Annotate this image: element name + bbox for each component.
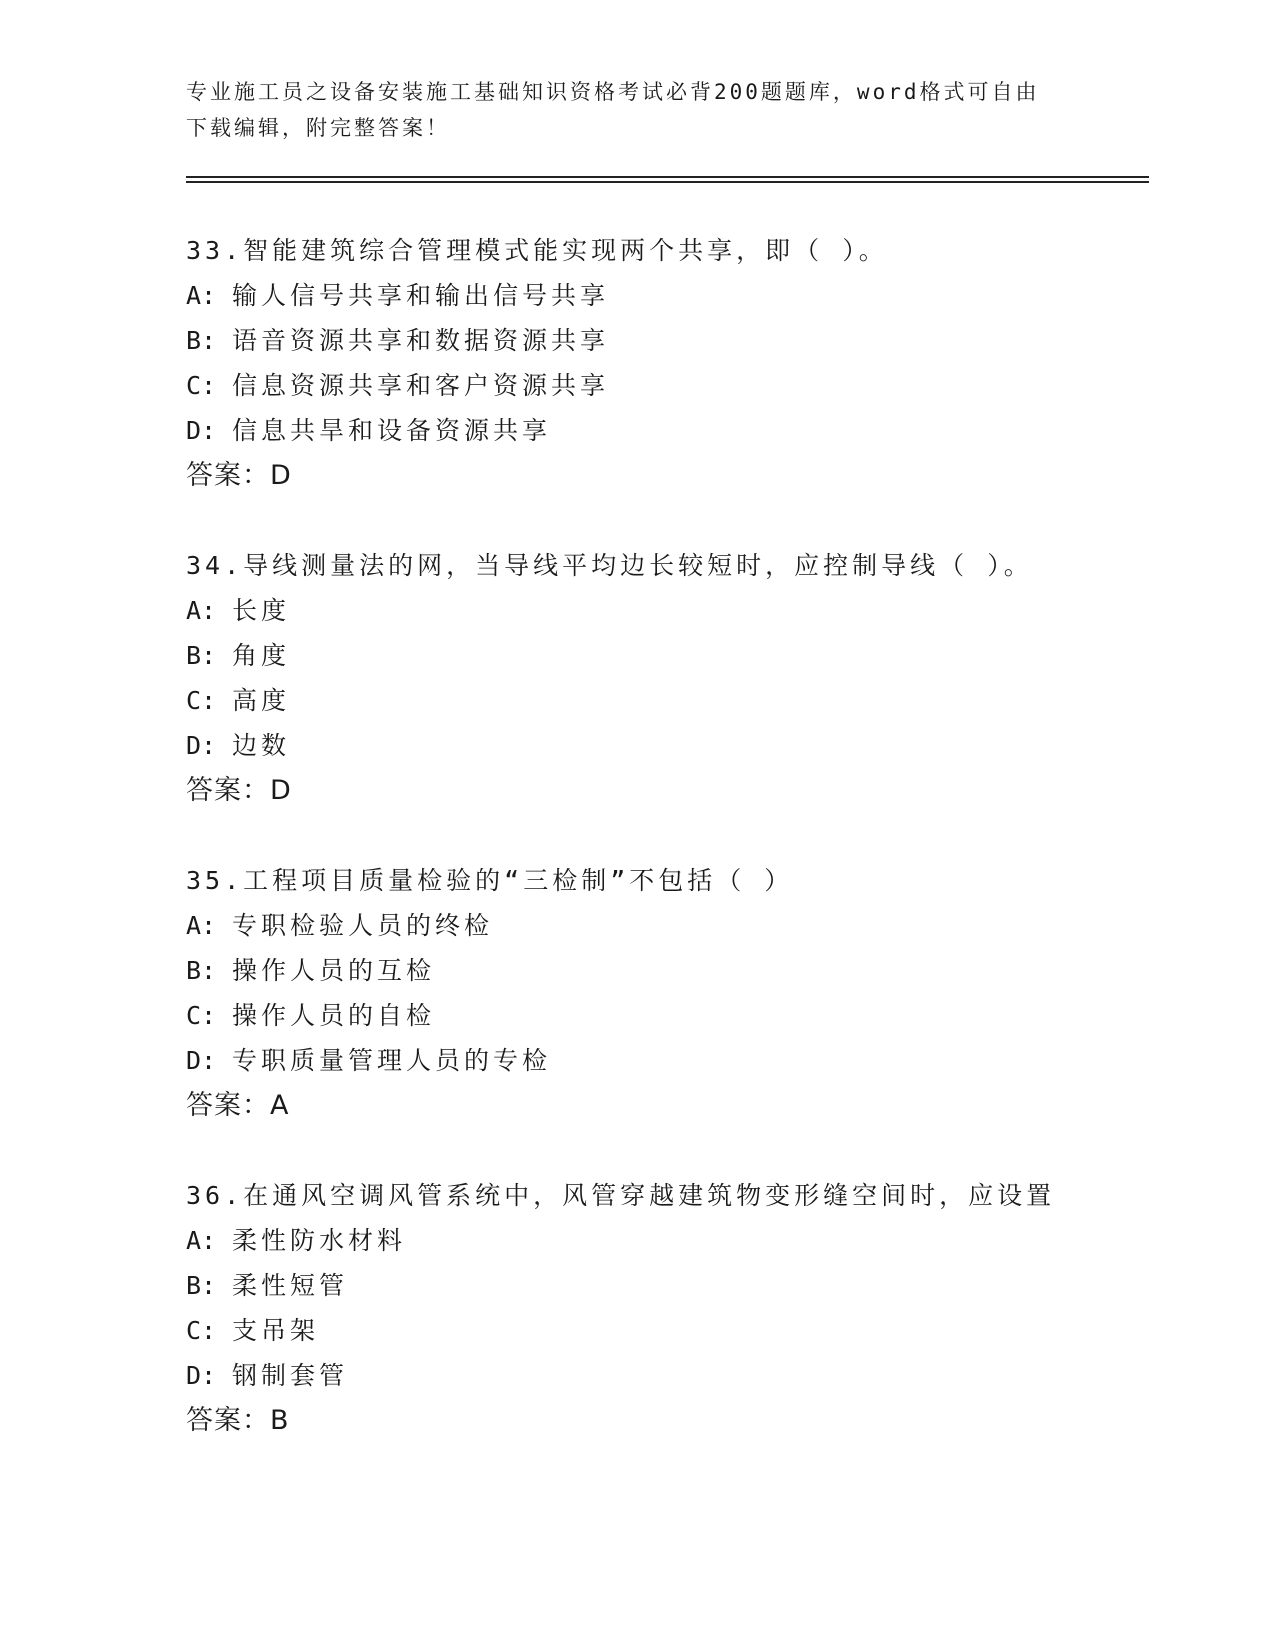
option-letter: A: [186,1226,217,1255]
option-letter: D: [186,416,217,445]
option-text: 长度 [232,596,291,625]
question-34 [186,543,1149,813]
option-letter: D: [186,731,217,760]
header-divider-top [186,176,1149,178]
option-d [186,408,1149,453]
question-33 [186,228,1149,498]
option-text: 信息资源共享和客户资源共享 [232,371,610,400]
option-b [186,633,1149,678]
option-text: 边数 [232,731,291,760]
option-c [186,993,1149,1038]
option-letter: A: [186,596,217,625]
question-stem: 35.工程项目质量检验的“三检制”不包括（ ） [186,866,794,895]
option-text: 柔性短管 [232,1271,349,1300]
option-letter: A: [186,281,217,310]
header-line-1: 专业施工员之设备安装施工基础知识资格考试必背200题题库，word格式可自由 [186,80,1040,104]
option-b [186,318,1149,363]
option-letter: A: [186,911,217,940]
option-d [186,1353,1149,1398]
answer: 答案：B [186,1405,290,1436]
question-stem: 33.智能建筑综合管理模式能实现两个共享，即（ ）。 [186,236,888,265]
option-letter: B: [186,641,217,670]
option-letter: B: [186,1271,217,1300]
option-b [186,948,1149,993]
option-text: 角度 [232,641,291,670]
header-line-2: 下载编辑，附完整答案！ [186,116,450,140]
option-text: 支吊架 [232,1316,320,1345]
option-c [186,363,1149,408]
option-text: 操作人员的自检 [232,1001,436,1030]
question-35 [186,858,1149,1128]
option-text: 信息共旱和设备资源共享 [232,416,552,445]
option-text: 专职检验人员的终检 [232,911,494,940]
option-a [186,1218,1149,1263]
option-letter: C: [186,1316,217,1345]
option-text: 操作人员的互检 [232,956,436,985]
option-text: 柔性防水材料 [232,1226,407,1255]
question-stem: 34.导线测量法的网，当导线平均边长较短时，应控制导线（ ）。 [186,551,1033,580]
option-text: 钢制套管 [232,1361,349,1390]
answer: 答案：D [186,775,292,806]
header-divider-bottom [186,181,1149,183]
option-letter: C: [186,1001,217,1030]
option-c [186,1308,1149,1353]
option-d [186,1038,1149,1083]
option-letter: C: [186,686,217,715]
question-list [186,228,1149,1488]
option-a [186,903,1149,948]
option-letter: B: [186,956,217,985]
question-stem: 36.在通风空调风管系统中，风管穿越建筑物变形缝空间时，应设置 [186,1181,1056,1210]
option-letter: C: [186,371,217,400]
option-text: 专职质量管理人员的专检 [232,1046,552,1075]
option-d [186,723,1149,768]
option-c [186,678,1149,723]
option-a [186,273,1149,318]
document-header [186,74,1066,146]
option-letter: B: [186,326,217,355]
option-a [186,588,1149,633]
answer: 答案：D [186,460,292,491]
option-text: 语音资源共享和数据资源共享 [232,326,610,355]
option-text: 输人信号共享和输出信号共享 [232,281,610,310]
option-letter: D: [186,1361,217,1390]
option-b [186,1263,1149,1308]
question-36 [186,1173,1149,1443]
option-text: 高度 [232,686,291,715]
option-letter: D: [186,1046,217,1075]
answer: 答案：A [186,1090,290,1121]
